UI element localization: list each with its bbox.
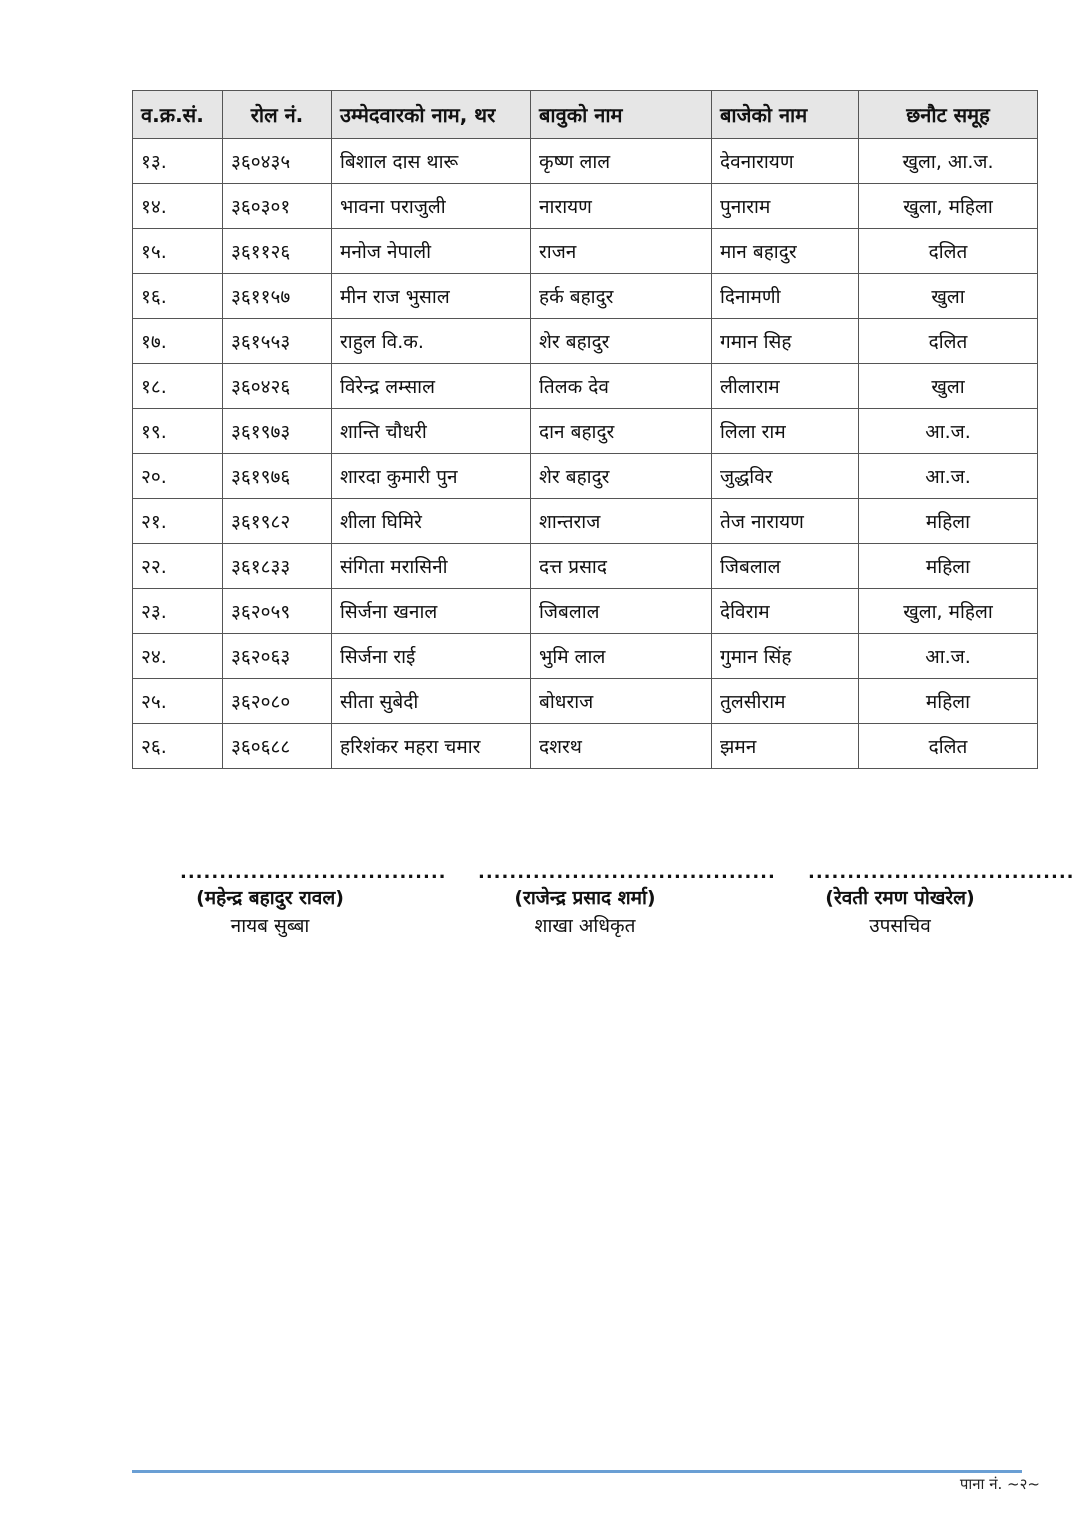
cell-serial: १७.: [133, 319, 223, 364]
table-row: [133, 274, 1038, 319]
cell-father: कृष्ण लाल: [531, 139, 712, 184]
cell-serial: १९.: [133, 409, 223, 454]
cell-grandfather: दिनामणी: [712, 274, 859, 319]
signatory-title: उपसचिव: [869, 915, 931, 937]
cell-roll: ३६१९७६: [223, 454, 332, 499]
table-row: [133, 679, 1038, 724]
table-row: [133, 454, 1038, 499]
cell-serial: २२.: [133, 544, 223, 589]
cell-serial: २४.: [133, 634, 223, 679]
cell-roll: ३६०४२६: [223, 364, 332, 409]
table-row: [133, 364, 1038, 409]
signatory-title: शाखा अधिकृत: [534, 915, 636, 937]
signature-line: ......................................: [478, 862, 776, 883]
cell-grandfather: गमान सिह: [712, 319, 859, 364]
cell-roll: ३६१९७३: [223, 409, 332, 454]
cell-father: दशरथ: [531, 724, 712, 769]
cell-candidate: हरिशंकर महरा चमार: [332, 724, 531, 769]
cell-group: खुला, महिला: [859, 184, 1038, 229]
cell-father: नारायण: [531, 184, 712, 229]
table-row: [133, 409, 1038, 454]
signatory-name: (महेन्द्र बहादुर रावल): [196, 887, 344, 909]
cell-grandfather: तेज नारायण: [712, 499, 859, 544]
cell-group: महिला: [859, 499, 1038, 544]
cell-group: खुला: [859, 364, 1038, 409]
cell-father: राजन: [531, 229, 712, 274]
results-table: [132, 90, 1038, 769]
table-row: [133, 139, 1038, 184]
cell-roll: ३६११५७: [223, 274, 332, 319]
cell-grandfather: देवनारायण: [712, 139, 859, 184]
cell-father: शान्तराज: [531, 499, 712, 544]
cell-candidate: सीता सुबेदी: [332, 679, 531, 724]
cell-roll: ३६१५५३: [223, 319, 332, 364]
cell-father: बोधराज: [531, 679, 712, 724]
cell-grandfather: लिला राम: [712, 409, 859, 454]
cell-group: आ.ज.: [859, 454, 1038, 499]
cell-grandfather: तुलसीराम: [712, 679, 859, 724]
cell-group: खुला: [859, 274, 1038, 319]
cell-group: दलित: [859, 724, 1038, 769]
cell-serial: १८.: [133, 364, 223, 409]
header-father: बावुको नाम: [531, 91, 712, 139]
cell-roll: ३६२०५९: [223, 589, 332, 634]
cell-grandfather: झमन: [712, 724, 859, 769]
cell-candidate: विरेन्द्र लम्साल: [332, 364, 531, 409]
cell-candidate: सिर्जना खनाल: [332, 589, 531, 634]
cell-serial: १६.: [133, 274, 223, 319]
cell-serial: १५.: [133, 229, 223, 274]
cell-candidate: सिर्जना राई: [332, 634, 531, 679]
cell-candidate: मनोज नेपाली: [332, 229, 531, 274]
signatory-title: नायब सुब्बा: [230, 915, 310, 937]
header-serial: व.क्र.सं.: [133, 91, 223, 139]
cell-grandfather: जुद्धविर: [712, 454, 859, 499]
cell-group: महिला: [859, 544, 1038, 589]
cell-roll: ३६२०८०: [223, 679, 332, 724]
cell-serial: २१.: [133, 499, 223, 544]
signature-line: ..................................: [808, 862, 1075, 883]
cell-grandfather: गुमान सिंह: [712, 634, 859, 679]
cell-candidate: भावना पराजुली: [332, 184, 531, 229]
table-row: [133, 634, 1038, 679]
cell-roll: ३६१८३३: [223, 544, 332, 589]
table-row: [133, 544, 1038, 589]
cell-serial: २६.: [133, 724, 223, 769]
table-row: [133, 184, 1038, 229]
table-row: [133, 724, 1038, 769]
cell-father: शेर बहादुर: [531, 454, 712, 499]
cell-serial: १४.: [133, 184, 223, 229]
header-grandfather: बाजेको नाम: [712, 91, 859, 139]
cell-candidate: संगिता मरासिनी: [332, 544, 531, 589]
header-candidate: उम्मेदवारको नाम, थर: [332, 91, 531, 139]
signature-line: ..................................: [180, 862, 447, 883]
cell-roll: ३६०६८८: [223, 724, 332, 769]
cell-group: खुला, महिला: [859, 589, 1038, 634]
cell-candidate: मीन राज भुसाल: [332, 274, 531, 319]
header-roll: रोल नं.: [223, 91, 332, 139]
table-row: [133, 319, 1038, 364]
cell-serial: २३.: [133, 589, 223, 634]
cell-roll: ३६०३०१: [223, 184, 332, 229]
signature-block-1: [180, 862, 447, 938]
cell-roll: ३६११२६: [223, 229, 332, 274]
table-body: [133, 139, 1038, 769]
page-number: पाना नं. ~२~: [959, 1475, 1040, 1493]
cell-father: भुमि लाल: [531, 634, 712, 679]
cell-father: जिबलाल: [531, 589, 712, 634]
cell-father: दान बहादुर: [531, 409, 712, 454]
footer-divider: [132, 1470, 1022, 1473]
header-group: छनौट समूह: [859, 91, 1038, 139]
cell-group: दलित: [859, 319, 1038, 364]
cell-father: हर्क बहादुर: [531, 274, 712, 319]
cell-serial: २०.: [133, 454, 223, 499]
cell-candidate: शारदा कुमारी पुन: [332, 454, 531, 499]
signature-block-3: [808, 862, 1075, 938]
cell-group: दलित: [859, 229, 1038, 274]
cell-father: दत्त प्रसाद: [531, 544, 712, 589]
cell-roll: ३६०४३५: [223, 139, 332, 184]
signature-block-2: [478, 862, 776, 938]
cell-group: खुला, आ.ज.: [859, 139, 1038, 184]
cell-father: तिलक देव: [531, 364, 712, 409]
signatory-name: (रेवती रमण पोखरेल): [825, 887, 975, 909]
cell-roll: ३६१९८२: [223, 499, 332, 544]
cell-candidate: राहुल वि.क.: [332, 319, 531, 364]
cell-candidate: शान्ति चौधरी: [332, 409, 531, 454]
cell-grandfather: पुनाराम: [712, 184, 859, 229]
table-row: [133, 589, 1038, 634]
signatory-name: (राजेन्द्र प्रसाद शर्मा): [514, 887, 656, 909]
table-header-row: [133, 91, 1038, 139]
cell-group: महिला: [859, 679, 1038, 724]
cell-grandfather: जिबलाल: [712, 544, 859, 589]
cell-roll: ३६२०६३: [223, 634, 332, 679]
cell-candidate: शीला घिमिरे: [332, 499, 531, 544]
cell-serial: १३.: [133, 139, 223, 184]
cell-serial: २५.: [133, 679, 223, 724]
cell-father: शेर बहादुर: [531, 319, 712, 364]
cell-grandfather: लीलाराम: [712, 364, 859, 409]
cell-group: आ.ज.: [859, 409, 1038, 454]
cell-grandfather: देविराम: [712, 589, 859, 634]
cell-candidate: बिशाल दास थारू: [332, 139, 531, 184]
cell-grandfather: मान बहादुर: [712, 229, 859, 274]
table-row: [133, 499, 1038, 544]
table-row: [133, 229, 1038, 274]
cell-group: आ.ज.: [859, 634, 1038, 679]
